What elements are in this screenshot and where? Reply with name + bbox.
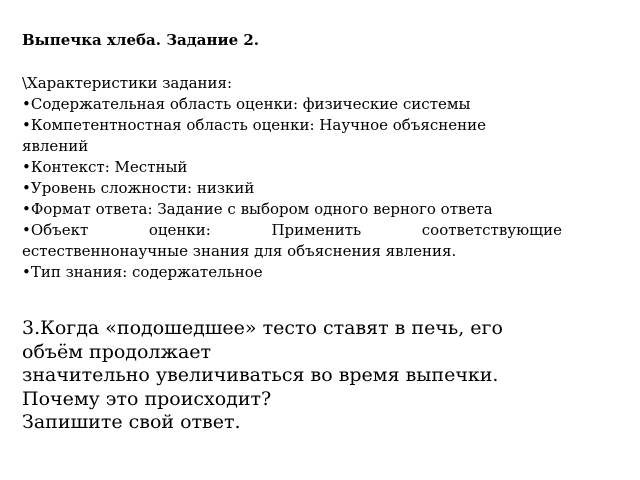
characteristic-assessment-object: •Объект оценки: Применить соответствующие <box>22 221 562 239</box>
question-line: Почему это происходит? <box>22 387 272 410</box>
characteristic-competence-area: •Компетентностная область оценки: Научное объяснение <box>22 116 486 134</box>
question-line: 3.Когда «подошедшее» тесто ставят в печь, его <box>22 317 503 339</box>
question-line: объём продолжает <box>22 340 212 363</box>
characteristic-content-area: •Содержательная область оценки: физические системы <box>22 95 471 113</box>
characteristic-answer-format: •Формат ответа: Задание с выбором одного верного ответа <box>22 200 493 218</box>
task-characteristics <box>22 73 582 283</box>
question-line: значительно увеличиваться во время выпечки. <box>22 364 499 386</box>
question-text <box>22 317 602 435</box>
characteristic-knowledge-type: •Тип знания: содержательное <box>22 263 263 281</box>
characteristic-context: •Контекст: Местный <box>22 158 188 176</box>
document-page <box>22 0 622 480</box>
characteristics-heading: \Характеристики задания: <box>22 74 233 92</box>
characteristic-assessment-object-cont: естественнонаучные знания для объяснения явления. <box>22 242 457 260</box>
characteristic-difficulty: •Уровень сложности: низкий <box>22 179 255 197</box>
answer-instruction: Запишите свой ответ. <box>22 411 241 433</box>
characteristic-competence-area-cont: явлений <box>22 137 89 155</box>
task-title: Выпечка хлеба. Задание 2. <box>22 31 260 49</box>
